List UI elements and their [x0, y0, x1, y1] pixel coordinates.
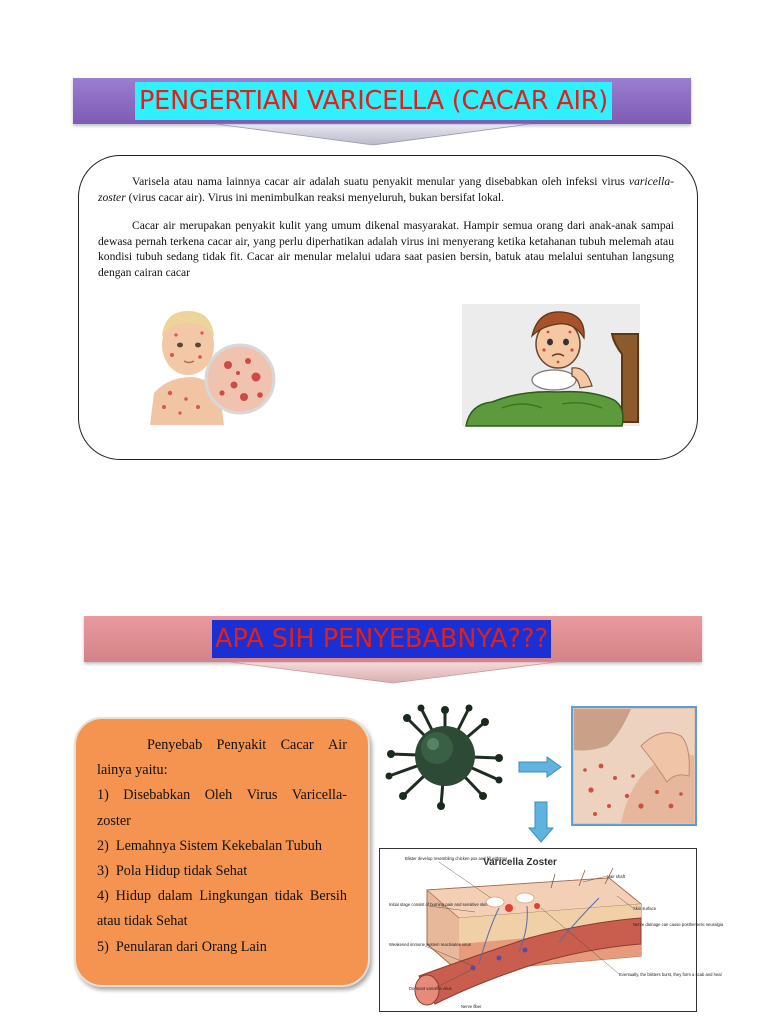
skin-rash-image — [571, 706, 697, 826]
cause-item-4: 4) Hidup dalam Lingkungan tidak Bersih — [97, 888, 347, 905]
causes-intro-line: Penyebab Penyakit Cacar Air — [147, 737, 347, 753]
svg-text:Nerve damage can cause posther: Nerve damage can cause postherpetic neuralgia — [633, 922, 724, 927]
svg-text:Blister develop resembling chi: Blister develop resembling chicken pox and fill with pus — [405, 856, 508, 861]
section2-title: APA SIH PENYEBABNYA??? — [212, 620, 551, 658]
svg-text:Initial stage consist of burni: Initial stage consist of burning pain and sensitive skin — [389, 902, 488, 907]
cause-item-4-cont: atau tidak Sehat — [97, 913, 188, 930]
sick-girl-cartoon-image — [462, 304, 640, 426]
cause-item-3: 3) Pola Hidup tidak Sehat — [97, 863, 248, 880]
varicella-zoster-diagram — [379, 848, 724, 1012]
virus-image — [381, 700, 511, 814]
svg-text:Skin surface: Skin surface — [633, 906, 657, 911]
svg-text:Dormant varicella virus: Dormant varicella virus — [409, 986, 452, 991]
right-arrow-icon — [519, 757, 561, 777]
down-arrow-icon — [529, 802, 553, 842]
cause-item-2: 2) Lemahnya Sistem Kekebalan Tubuh — [97, 837, 322, 854]
causes-box — [74, 717, 370, 987]
section1-banner — [73, 78, 691, 124]
svg-text:Weakened immune system reactiv: Weakened immune system reactivates virus — [389, 942, 471, 947]
cause-item-1: 1) Disebabkan Oleh Virus Varicella- — [97, 787, 347, 804]
section2-banner — [84, 616, 702, 662]
down-chevron-arrow — [216, 124, 530, 146]
svg-text:Hair shaft: Hair shaft — [607, 874, 625, 879]
definition-paragraph-2: Cacar air merupakan penyakit kulit yang umum dikenal masyarakat. Hampir semua orang dari anak-anak sampai dewasa pernah terkena cacar air, yang perlu diperhatikan adalah virus ini menyerang ketika ketahanan tubuh melemah atau kondisi tubuh sedang tidak fit. Cacar air menular melalui udara saat pasien bersin, batuk atau melalui sentuhan langsung dengan cairan cacar — [98, 219, 674, 279]
child-chickenpox-image — [140, 297, 280, 425]
cause-item-5: 5) Penularan dari Orang Lain — [97, 938, 267, 955]
svg-text:Nerve fiber: Nerve fiber — [461, 1004, 482, 1009]
section1-title: PENGERTIAN VARICELLA (CACAR AIR) — [135, 82, 612, 120]
cause-item-1-cont: zoster — [97, 812, 131, 829]
causes-list — [97, 733, 347, 960]
definition-paragraph-1: Varisela atau nama lainnya cacar air adalah suatu penyakit menular yang disebabkan oleh infeksi virus varicella-zoster (virus cacar air). Virus ini menimbulkan reaksi menyeluruh, bukan bersifat lokal. — [98, 175, 674, 204]
svg-text:Eventually, the blisters burst: Eventually, the blisters burst, they form a scab and heal — [619, 972, 722, 977]
down-chevron-arrow — [230, 662, 556, 684]
diagram-title: Varicella Zoster — [483, 857, 557, 868]
causes-intro-line2: lainya yaitu: — [97, 762, 168, 779]
